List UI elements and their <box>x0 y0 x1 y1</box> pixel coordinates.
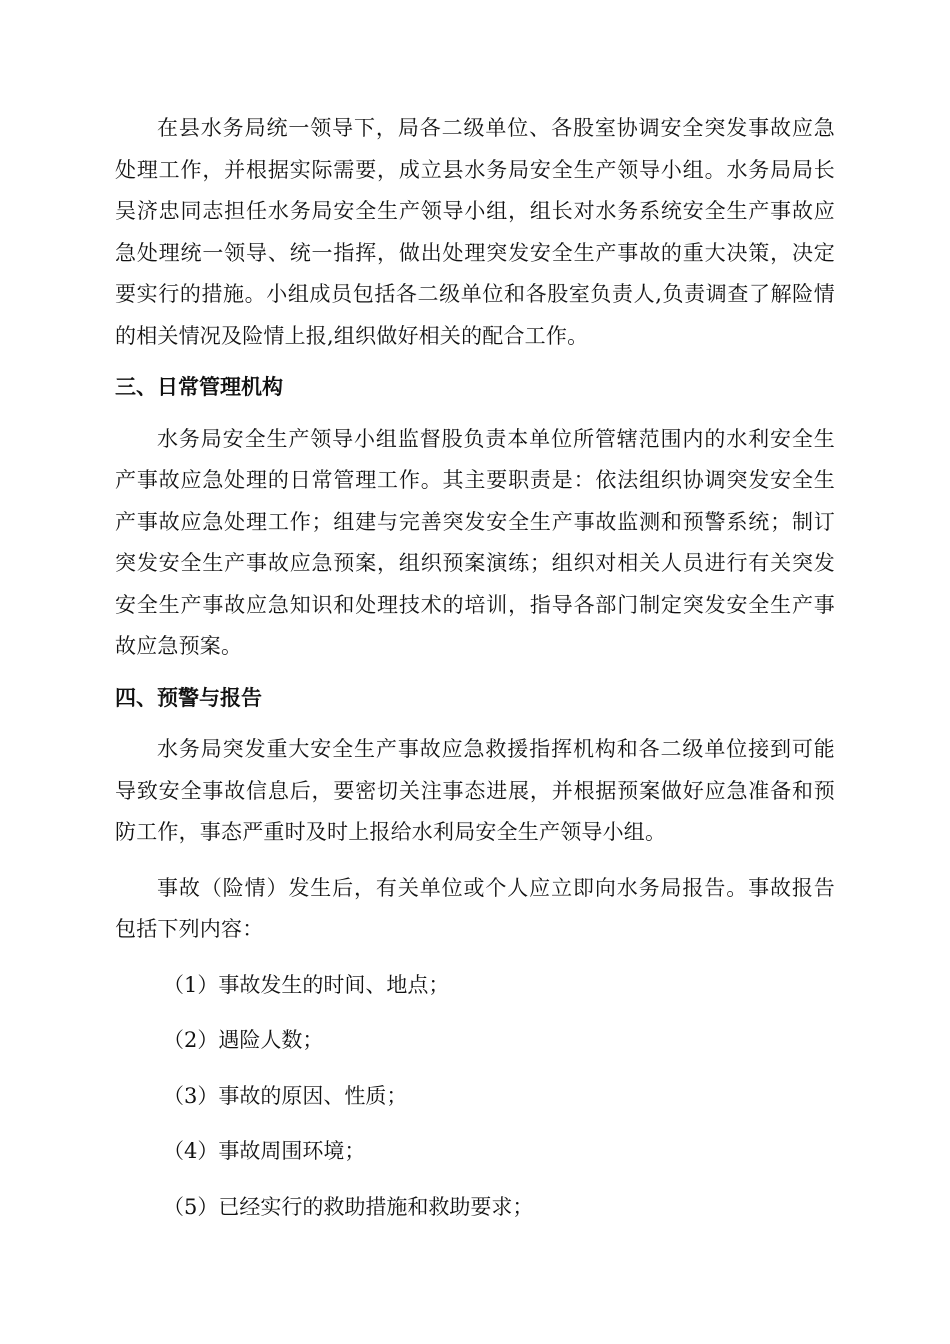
list-item: （3）事故的原因、性质； <box>163 1083 408 1108</box>
section2-paragraph: 在县水务局统一领导下，局各二级单位、各股室协调安全突发事故应急处理工作，并根据实际需要，成立县水务局安全生产领导小组。水务局局长吴济忠同志担任水务局安全生产领导小组，组长对水务系统安全生产事故应急处理统一领导、统一指挥，做出处理突发安全生产事故的重大决策，决定要实行的措施。小组成员包括各二级单位和各股室负责人,负责调查了解险情的相关情况及险情上报,组织做好相关的配合工作。 <box>115 116 835 348</box>
list-item: （4）事故周围环境； <box>163 1139 366 1163</box>
section4-paragraph-2: 事故（险情）发生后，有关单位或个人应立即向水务局报告。事故报告包括下列内容： <box>115 875 835 941</box>
section4-heading: 四、预警与报告 <box>115 685 262 710</box>
list-item: （5）已经实行的救助措施和救助要求； <box>163 1194 534 1219</box>
section3-paragraph: 水务局安全生产领导小组监督股负责本单位所管辖范围内的水利安全生产事故应急处理的日常管理工作。其主要职责是：依法组织协调突发安全生产事故应急处理工作；组建与完善突发安全生产事故监测和预警系统；制订突发安全生产事故应急预案，组织预案演练；组织对相关人员进行有关突发安全生产事故应急知识和处理技术的培训，指导各部门制定突发安全生产事故应急预案。 <box>115 426 835 658</box>
section3-heading: 三、日常管理机构 <box>115 375 283 399</box>
list-item: （1）事故发生的时间、地点； <box>163 972 450 997</box>
section4-paragraph-1: 水务局突发重大安全生产事故应急救援指挥机构和各二级单位接到可能导致安全事故信息后，要密切关注事态进展，并根据预案做好应急准备和预防工作，事态严重时及时上报给水利局安全生产领导小组。 <box>115 737 835 844</box>
document-page <box>115 108 835 1228</box>
list-item: （2）遇险人数； <box>163 1028 324 1052</box>
